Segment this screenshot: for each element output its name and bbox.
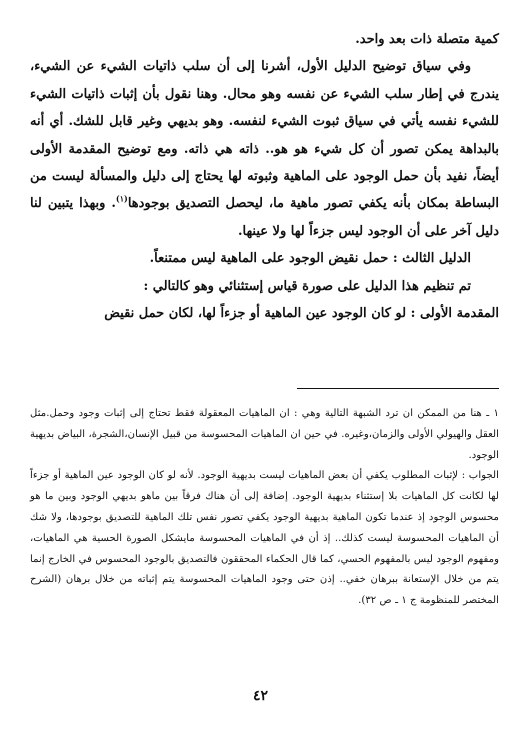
paragraph-text: وفي سياق توضيح الدليل الأول، أشرنا إلى أن سلب ذاتيات الشيء عن الشيء، يندرج في إطار سلب الشيء عن نفسه وهو محال. وهنا نقول بأن إثبات ذاتيات الشيء للشيء نفسه يأتي في سياق ثبوت الشيء لنفسه. وهو بديهي وغير قابل للشك. أي أنه بالبداهة يمكن تصور أن كل شيء هو هو.. ذاته هي ذاته. ومع توضيح المقدمة الأولى أيضاً، نفيد بأن حمل الوجود على الماهية وثبوته لها يحتاج إلى دليل والمسألة ليست من البساطة بمكان بأنه يكفي تصور ماهية ما، ليحصل التصديق بوجودها xyxy=(30,59,499,212)
paragraph-text: . وبهذا يتبين لنا دليل آخر على أن الوجود ليس جزءاً لها ولا عينها. xyxy=(30,196,499,239)
paragraph-text: كمية متصلة ذات بعد واحد. xyxy=(355,32,499,47)
paragraph xyxy=(30,245,499,272)
footnote-marker: (١) xyxy=(115,194,128,205)
paragraph-text: المقدمة الأولى : لو كان الوجود عين الماهية أو جزءاً لها، لكان حمل نقيض xyxy=(104,306,499,322)
footnotes xyxy=(30,404,499,612)
page-number: ٤٢ xyxy=(252,688,269,704)
paragraph-text: تم تنظيم هذا الدليل على صورة قياس إستثنائي وهو كالتالي : xyxy=(143,278,471,294)
paragraph xyxy=(30,53,499,245)
footnote: الجواب : لإثبات المطلوب يكفي أن بعض الماهيات ليست بديهية الوجود. لأنه لو كان الوجود عين الماهية أو جزءاً لها لكانت كل الماهيات بلا إستثناء بديهية الوجود. إضافة إلى أن هناك فرقاً بين ماهو بديهي الوجود وبين ما هو محسوس الوجود إذ عندما تكون الماهية بديهية الوجود يكفي تصور نفس تلك الماهية للتصديق بوجودها، ولا شك أن الماهيات المحسوسة ليست كذلك.. إذ أن في الماهيات المحسوسة مايشكل الصورة الحسية هي الماهيات، ومفهوم الوجود ليس بالمفهوم الحسي، كما قال الحكماء المحققون فالتصديق بالوجود المحسوس في الخارج إنما يتم من خلال الإستعانة ببرهان خفي.. إذن حتى وجود الماهيات المحسوسة يتم إثباته من خلال برهان (الشرح المختصر للمنظومة ج ١ ـ ص ٣٢). xyxy=(30,470,499,607)
footnote: ١ ـ هنا من الممكن ان ترد الشبهة التالية وهي : ان الماهيات المعقولة فقط تحتاج إلى إثبات وجود وحمل.مثل العقل والهيولي الأولى والزمان،وغيره. في حين ان الماهيات المحسوسة من قبيل الإنسان،الشجرة، البياض بديهية الوجود. xyxy=(30,408,499,461)
paragraph xyxy=(30,26,499,53)
footnote-separator xyxy=(297,388,499,389)
paragraph xyxy=(30,273,499,300)
main-text xyxy=(30,26,499,327)
paragraph xyxy=(30,300,499,327)
paragraph-text: الدليل الثالث : حمل نقيض الوجود على الماهية ليس ممتنعاً. xyxy=(149,251,471,267)
